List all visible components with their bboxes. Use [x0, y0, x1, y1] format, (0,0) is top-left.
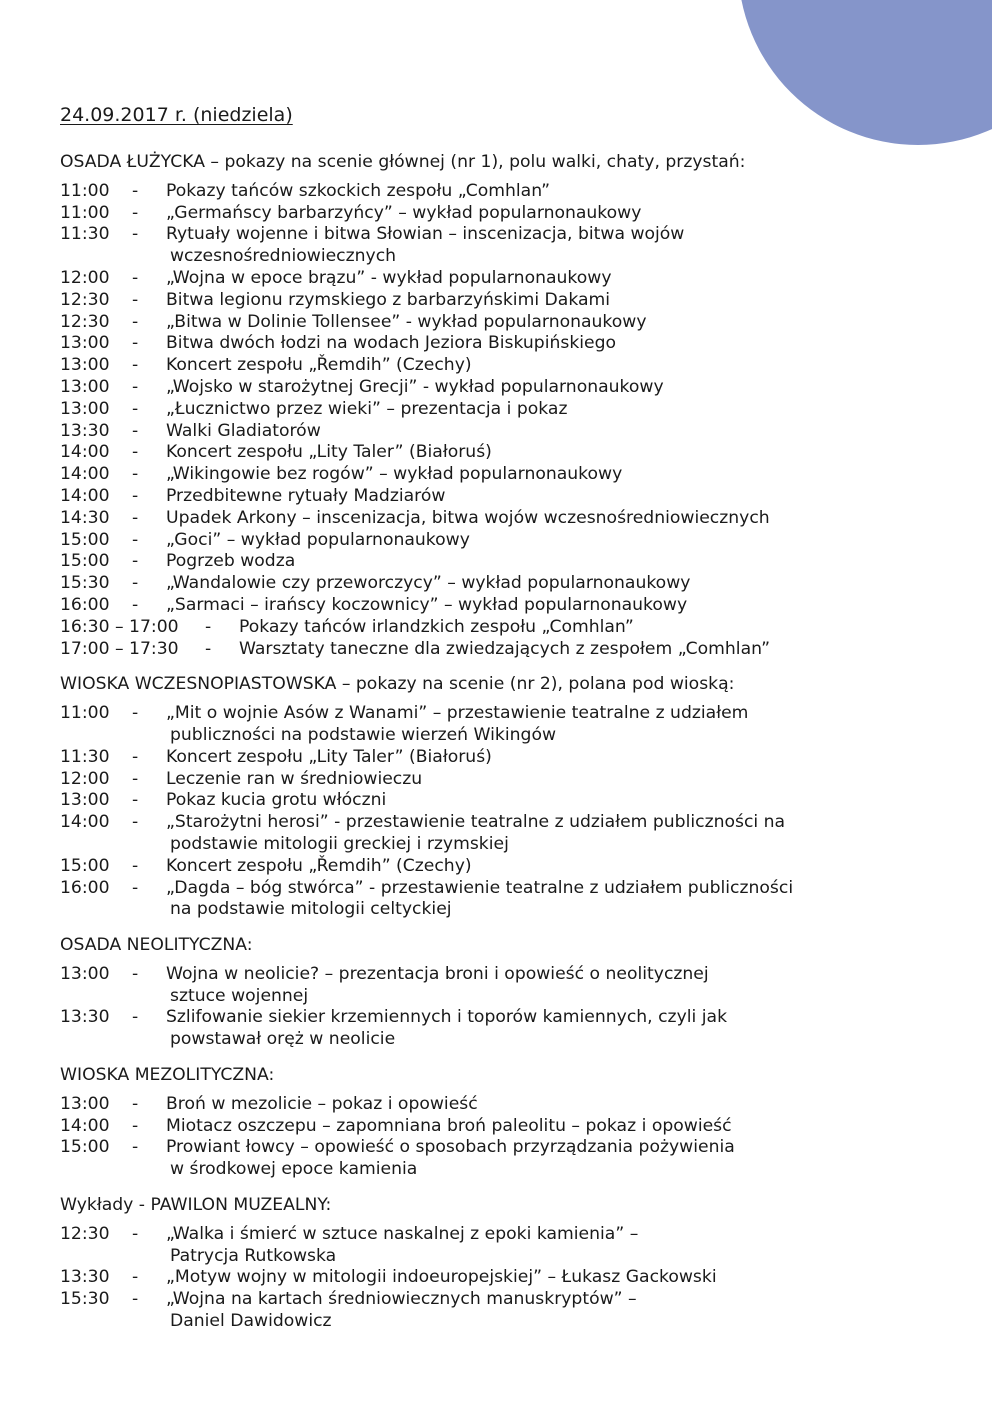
event-time: 12:30 [60, 289, 110, 310]
event-time: 15:00 [60, 1137, 110, 1158]
schedule-row [60, 747, 960, 769]
event-description [166, 290, 960, 312]
separator-dash: - [132, 855, 139, 876]
event-description-line: Broń w mezolicie – pokaz i opowieść [166, 1093, 478, 1114]
separator-dash: - [132, 1267, 139, 1288]
event-time: 12:30 [60, 1223, 110, 1244]
event-time: 15:30 [60, 1289, 110, 1310]
event-description [166, 964, 960, 1008]
separator-dash: - [132, 790, 139, 811]
event-description [166, 769, 960, 791]
event-time: 16:00 [60, 594, 110, 615]
event-description-line: „Mit o wojnie Asów z Wanami” – przestawienie teatralne z udziałem [166, 703, 749, 724]
event-description [166, 268, 960, 290]
page-title: 24.09.2017 r. (niedziela) [60, 104, 293, 126]
separator-dash: - [132, 289, 139, 310]
separator-dash: - [132, 1115, 139, 1136]
event-time: 13:30 [60, 420, 110, 441]
event-description-line: Leczenie ran w średniowieczu [166, 768, 423, 789]
section-title: OSADA ŁUŻYCKA – pokazy na scenie głównej (nr 1), polu walki, chaty, przystań: [60, 152, 746, 172]
event-description-line: Prowiant łowcy – opowieść o sposobach przyrządzania pożywienia [166, 1137, 735, 1158]
separator-dash: - [132, 180, 139, 201]
schedule-row [60, 1267, 960, 1289]
event-description-line: „Łucznictwo przez wieki” – prezentacja i pokaz [166, 398, 568, 419]
schedule-row [60, 790, 960, 812]
event-description-line: „Wikingowie bez rogów” – wykład popularnonaukowy [166, 464, 623, 485]
event-description-line: „Wojna w epoce brązu” - wykład popularnonaukowy [166, 267, 612, 288]
event-description [166, 573, 960, 595]
separator-dash: - [132, 485, 139, 506]
event-description-line: Pokaz kucia grotu włóczni [166, 790, 387, 811]
event-time: 11:00 [60, 202, 110, 223]
event-time: 13:30 [60, 1007, 110, 1028]
section-title: OSADA NEOLITYCZNA: [60, 935, 253, 956]
event-time: 13:00 [60, 333, 110, 354]
section-0 [60, 152, 960, 660]
event-description [166, 508, 960, 530]
event-time: 14:00 [60, 464, 110, 485]
separator-dash: - [132, 703, 139, 724]
separator-dash: - [132, 398, 139, 419]
event-description [166, 530, 960, 552]
separator-dash: - [132, 464, 139, 485]
event-description-line: Wojna w neolicie? – prezentacja broni i opowieść o neolitycznej [166, 963, 709, 984]
event-description-line: Pokazy tańców irlandzkich zespołu „Comhlan” [239, 616, 634, 637]
schedule-row [60, 1116, 960, 1138]
schedule-row [60, 530, 960, 552]
separator-dash: - [205, 638, 212, 659]
section-title: Wykłady - PAWILON MUZEALNY: [60, 1195, 332, 1216]
event-description-line: Bitwa legionu rzymskiego z barbarzyńskimi Dakami [166, 289, 611, 310]
separator-dash: - [132, 1223, 139, 1244]
event-description-line: Szlifowanie siekier krzemiennych i toporów kamiennych, czyli jak [166, 1007, 728, 1028]
schedule-row [60, 1007, 960, 1051]
event-description-continuation: publiczności na podstawie wierzeń Wikingów [170, 724, 557, 745]
event-time: 14:00 [60, 485, 110, 506]
event-description [166, 181, 960, 203]
event-description-line: Bitwa dwóch łodzi na wodach Jeziora Biskupińskiego [166, 333, 617, 354]
event-description-line: „Sarmaci – irańscy koczownicy” – wykład popularnonaukowy [166, 594, 688, 615]
event-description-continuation: w środkowej epoce kamienia [170, 1159, 418, 1180]
event-time: 13:00 [60, 1093, 110, 1114]
event-time: 14:00 [60, 442, 110, 463]
event-description-line: „Dagda – bóg stwórca” - przestawienie teatralne z udziałem publiczności [166, 877, 794, 898]
event-time: 13:00 [60, 355, 110, 376]
event-description-line: Przedbitewne rytuały Madziarów [166, 485, 446, 506]
event-description-line: Pokazy tańców szkockich zespołu „Comhlan” [166, 180, 551, 201]
separator-dash: - [132, 529, 139, 550]
event-description-line: Koncert zespołu „Lity Taler” (Białoruś) [166, 746, 492, 767]
schedule-row [60, 203, 960, 225]
event-description [166, 377, 960, 399]
separator-dash: - [132, 267, 139, 288]
separator-dash: - [132, 768, 139, 789]
event-description-line: „Bitwa w Dolinie Tollensee” - wykład popularnonaukowy [166, 311, 647, 332]
event-description-continuation: Daniel Dawidowicz [170, 1311, 332, 1332]
event-description [166, 442, 960, 464]
event-time: 17:00 – 17:30 [60, 638, 179, 659]
event-description [166, 1137, 960, 1181]
event-time: 11:00 [60, 180, 110, 201]
event-time: 15:00 [60, 855, 110, 876]
schedule-row [60, 1094, 960, 1116]
event-time: 15:00 [60, 551, 110, 572]
event-time: 16:30 – 17:00 [60, 616, 179, 637]
event-description-continuation: sztuce wojennej [170, 985, 309, 1006]
schedule-row [60, 639, 960, 661]
event-description-line: Koncert zespołu „Řemdih” (Czechy) [166, 855, 472, 876]
event-description-line: Upadek Arkony – inscenizacja, bitwa wojów wczesnośredniowiecznych [166, 507, 770, 528]
separator-dash: - [132, 1093, 139, 1114]
event-description [166, 1224, 960, 1268]
event-time: 11:30 [60, 746, 110, 767]
event-time: 13:00 [60, 376, 110, 397]
event-time: 14:00 [60, 1115, 110, 1136]
schedule-row [60, 290, 960, 312]
event-description-continuation: powstawał oręż w neolicie [170, 1029, 396, 1050]
event-description [239, 639, 960, 661]
schedule-row [60, 812, 960, 856]
section-title: WIOSKA MEZOLITYCZNA: [60, 1065, 275, 1086]
event-time: 15:30 [60, 573, 110, 594]
schedule-row [60, 508, 960, 530]
separator-dash: - [132, 333, 139, 354]
schedule-row [60, 442, 960, 464]
section-title: WIOSKA WCZESNOPIASTOWSKA – pokazy na scenie (nr 2), polana pod wioską: [60, 674, 735, 695]
event-time: 14:30 [60, 507, 110, 528]
separator-dash: - [132, 573, 139, 594]
separator-dash: - [132, 746, 139, 767]
event-description [166, 355, 960, 377]
event-time: 11:30 [60, 224, 110, 245]
separator-dash: - [132, 507, 139, 528]
schedule-row [60, 312, 960, 334]
event-description [166, 1116, 960, 1138]
schedule-row [60, 878, 960, 922]
separator-dash: - [132, 376, 139, 397]
separator-dash: - [132, 594, 139, 615]
event-time: 12:30 [60, 311, 110, 332]
schedule-row [60, 769, 960, 791]
event-description [166, 421, 960, 443]
event-description [166, 812, 960, 856]
event-description [166, 399, 960, 421]
schedule-row [60, 856, 960, 878]
event-description-line: „Walka i śmierć w sztuce naskalnej z epoki kamienia” – [166, 1223, 639, 1244]
schedule-row [60, 964, 960, 1008]
event-time: 12:00 [60, 267, 110, 288]
schedule-row [60, 486, 960, 508]
event-description [166, 856, 960, 878]
schedule-row [60, 551, 960, 573]
separator-dash: - [132, 812, 139, 833]
event-description-continuation: na podstawie mitologii celtyckiej [170, 899, 452, 920]
event-description [166, 203, 960, 225]
event-time: 14:00 [60, 812, 110, 833]
schedule-row [60, 268, 960, 290]
schedule-row [60, 617, 960, 639]
event-description-line: Pogrzeb wodza [166, 551, 296, 572]
event-time: 13:30 [60, 1267, 110, 1288]
event-description-continuation: wczesnośredniowiecznych [170, 246, 397, 267]
separator-dash: - [132, 551, 139, 572]
event-description-line: Miotacz oszczepu – zapomniana broń paleolitu – pokaz i opowieść [166, 1115, 732, 1136]
event-description [166, 595, 960, 617]
event-time: 15:00 [60, 529, 110, 550]
event-description [239, 617, 960, 639]
event-description [166, 486, 960, 508]
schedule-row [60, 595, 960, 617]
event-description-line: „Germańscy barbarzyńcy” – wykład popularnonaukowy [166, 202, 642, 223]
schedule-row [60, 399, 960, 421]
event-description [166, 747, 960, 769]
event-description-line: Warsztaty taneczne dla zwiedzających z zespołem „Comhlan” [239, 638, 770, 659]
event-description [166, 1267, 960, 1289]
separator-dash: - [132, 1289, 139, 1310]
schedule-row [60, 1137, 960, 1181]
event-time: 11:00 [60, 703, 110, 724]
schedule-row [60, 1289, 960, 1333]
event-description-continuation: Patrycja Rutkowska [170, 1245, 337, 1266]
separator-dash: - [205, 616, 212, 637]
event-time: 13:00 [60, 963, 110, 984]
event-description [166, 1007, 960, 1051]
event-description [166, 790, 960, 812]
event-description-line: „Motyw wojny w mitologii indoeuropejskiej” – Łukasz Gackowski [166, 1267, 717, 1288]
schedule [60, 152, 960, 1347]
event-description [166, 1289, 960, 1333]
schedule-row [60, 703, 960, 747]
event-description-line: Rytuały wojenne i bitwa Słowian – inscenizacja, bitwa wojów [166, 224, 685, 245]
event-description-line: „Goci” – wykład popularnonaukowy [166, 529, 470, 550]
schedule-row [60, 181, 960, 203]
separator-dash: - [132, 1007, 139, 1028]
schedule-row [60, 421, 960, 443]
event-description [166, 878, 960, 922]
event-time: 13:00 [60, 790, 110, 811]
event-description-line: „Wojna na kartach średniowiecznych manuskryptów” – [166, 1289, 637, 1310]
event-description-line: Koncert zespołu „Lity Taler” (Białoruś) [166, 442, 492, 463]
event-description [166, 464, 960, 486]
event-description [166, 1094, 960, 1116]
separator-dash: - [132, 963, 139, 984]
event-description-line: „Wojsko w starożytnej Grecji” - wykład popularnonaukowy [166, 376, 664, 397]
event-description-line: „Wandalowie czy przeworczycy” – wykład popularnonaukowy [166, 573, 691, 594]
schedule-row [60, 1224, 960, 1268]
section-2 [60, 935, 960, 1051]
event-description [166, 551, 960, 573]
event-description [166, 312, 960, 334]
separator-dash: - [132, 442, 139, 463]
event-description-line: Koncert zespołu „Řemdih” (Czechy) [166, 355, 472, 376]
section-4 [60, 1195, 960, 1333]
schedule-row [60, 224, 960, 268]
event-time: 12:00 [60, 768, 110, 789]
separator-dash: - [132, 224, 139, 245]
schedule-row [60, 464, 960, 486]
event-time: 13:00 [60, 398, 110, 419]
date-badge [738, 0, 992, 145]
separator-dash: - [132, 1137, 139, 1158]
event-description-line: „Starożytni herosi” - przestawienie teatralne z udziałem publiczności na [166, 812, 786, 833]
separator-dash: - [132, 355, 139, 376]
separator-dash: - [132, 202, 139, 223]
separator-dash: - [132, 420, 139, 441]
schedule-row [60, 573, 960, 595]
schedule-row [60, 377, 960, 399]
event-time: 16:00 [60, 877, 110, 898]
schedule-row [60, 333, 960, 355]
separator-dash: - [132, 877, 139, 898]
separator-dash: - [132, 311, 139, 332]
event-description [166, 703, 960, 747]
section-3 [60, 1065, 960, 1181]
event-description [166, 224, 960, 268]
schedule-row [60, 355, 960, 377]
event-description-continuation: podstawie mitologii greckiej i rzymskiej [170, 833, 509, 854]
event-description-line: Walki Gladiatorów [166, 420, 321, 441]
event-description [166, 333, 960, 355]
section-1 [60, 674, 960, 921]
